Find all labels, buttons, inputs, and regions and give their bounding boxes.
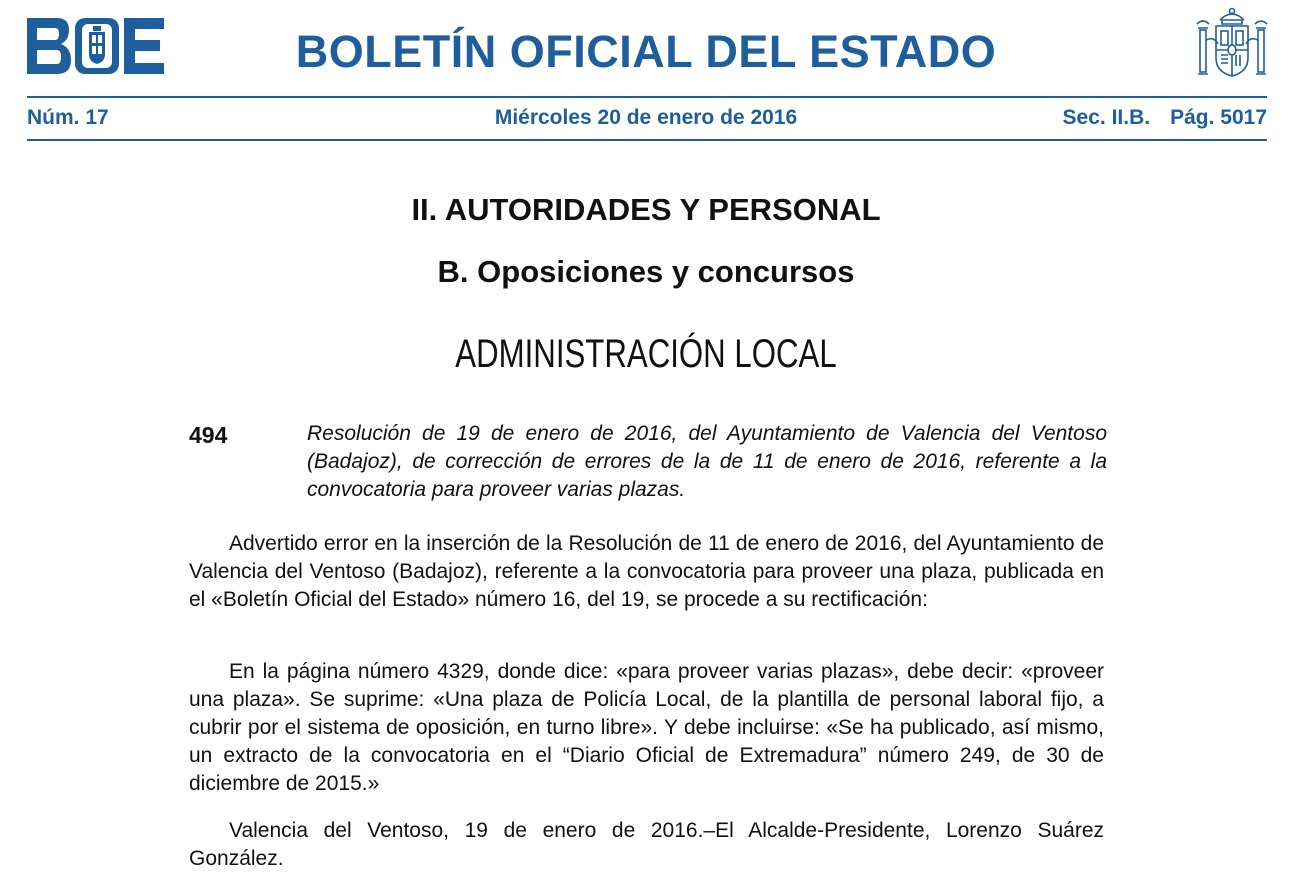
entry-title: Resolución de 19 de enero de 2016, del Ayuntamiento de Valencia del Ventoso (Badajoz), de corrección de errores de la de 11 de enero de 2016, referente a la convocatoria para proveer varias plazas.: [307, 422, 1107, 501]
body-paragraph: Advertido error en la inserción de la Resolución de 11 de enero de 2016, del Ayuntamiento de Valencia del Ventoso (Badajoz), referente a la convocatoria para proveer una plaza, publicada en el «Boletín Oficial del Estado» número 16, del 19, se procede a su rectificación:: [189, 532, 1104, 611]
subsection-heading: B. Oposiciones y concursos: [437, 254, 855, 289]
coat-of-arms-icon: [1196, 6, 1268, 82]
issue-number: Núm. 17: [27, 106, 109, 129]
signature-paragraph: Valencia del Ventoso, 19 de enero de 2016.–El Alcalde-Presidente, Lorenzo Suárez González.: [189, 819, 1104, 870]
section-heading: II. AUTORIDADES Y PERSONAL: [411, 192, 881, 227]
section-and-page: [1063, 104, 1267, 132]
administration-heading: ADMINISTRACIÓN LOCAL: [455, 332, 837, 376]
section-code: Sec. II.B.: [1062, 106, 1151, 129]
entry-number: 494: [189, 422, 228, 448]
header-bottom-rule: [27, 139, 1267, 141]
body-paragraph: En la página número 4329, donde dice: «para proveer varias plazas», debe decir: «proveer una plaza». Se suprime: «Una plaza de Policía Local, de la plantilla de personal laboral fijo, a cubrir por el sistema de oposición, en turno libre». Y debe incluirse: «Se ha publicado, así mismo, un extracto de la convocatoria en el “Diario Oficial de Extremadura” número 249, de 30 de diciembre de 2015.»: [189, 660, 1104, 795]
issue-date: Miércoles 20 de enero de 2016: [494, 106, 798, 129]
page-number: Pág. 5017: [1170, 106, 1267, 129]
header-top-rule: [27, 96, 1267, 98]
publication-title: BOLETÍN OFICIAL DEL ESTADO: [295, 26, 997, 77]
